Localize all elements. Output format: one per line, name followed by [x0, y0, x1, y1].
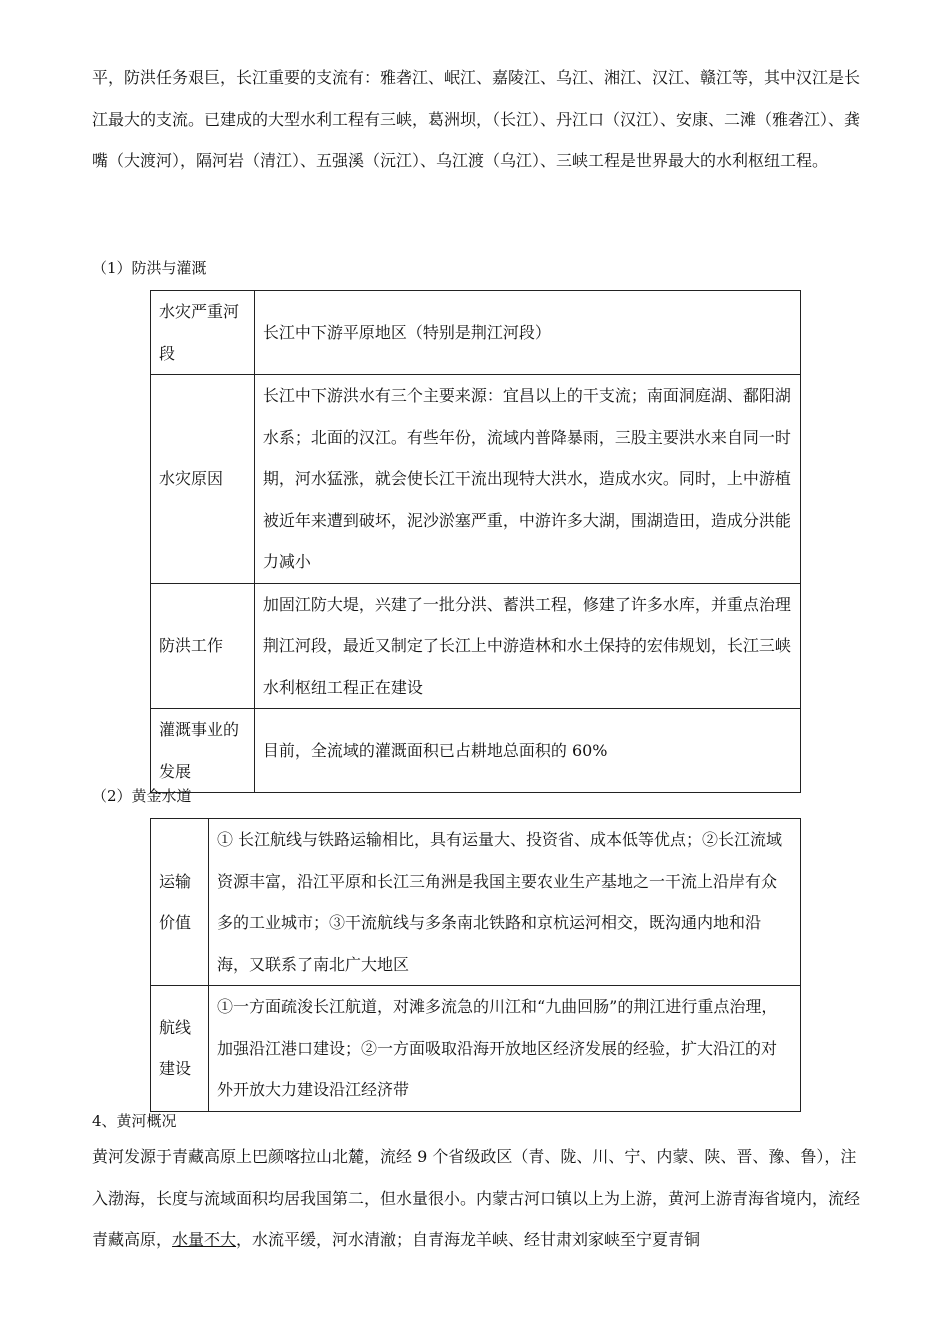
- row-label: 水灾原因: [151, 375, 255, 584]
- row-label: 水灾严重河段: [151, 291, 255, 375]
- section4-paragraph: [92, 1136, 862, 1261]
- section1-heading: （1）防洪与灌溉: [92, 259, 207, 277]
- row-label: 防洪工作: [151, 583, 255, 709]
- row-content: 长江中下游洪水有三个主要来源：宜昌以上的干支流；南面洞庭湖、鄱阳湖水系；北面的汉江。有些年份，流域内普降暴雨，三股主要洪水来自同一时期，河水猛涨，就会使长江干流出现特大洪水，造成水灾。同时，上中游植被近年来遭到破坏，泥沙淤塞严重，中游许多大湖，围湖造田，造成分洪能力减小: [254, 375, 800, 584]
- row-label: 运输价值: [151, 819, 209, 986]
- intro-paragraph: 平，防洪任务艰巨，长江重要的支流有：雅砻江、岷江、嘉陵江、乌江、湘江、汉江、赣江等，其中汉江是长江最大的支流。已建成的大型水利工程有三峡，葛洲坝，（长江）、丹江口（汉江）、安康、二滩（雅砻江）、龚嘴（大渡河），隔河岩（清江）、五强溪（沅江）、乌江渡（乌江）、三峡工程是世界最大的水利枢纽工程。: [92, 68, 861, 170]
- table-row: [151, 375, 801, 584]
- paragraph-text: 黄河发源于青藏高原上巴颜喀拉山北麓，流经 9 个省级政区（青、陇、川、宁、内蒙、陕、晋、豫、鲁），注入渤海，长度与流域面积均居我国第二，但水量很小。内蒙古河口镇以上为上游，黄河上游青海省境内，流经青藏高原，: [92, 1147, 861, 1249]
- row-label: 灌溉事业的发展: [151, 709, 255, 793]
- table-row: [151, 291, 801, 375]
- golden-waterway-table: [150, 818, 801, 1112]
- row-label: 航线建设: [151, 986, 209, 1112]
- row-content: ①一方面疏浚长江航道，对滩多流急的川江和“九曲回肠”的荆江进行重点治理，加强沿江港口建设；②一方面吸取沿海开放地区经济发展的经验，扩大沿江的对外开放大力建设沿江经济带: [208, 986, 800, 1112]
- row-content: 长江中下游平原地区（特别是荆江河段）: [254, 291, 800, 375]
- row-content: 目前，全流域的灌溉面积已占耕地总面积的 60%: [254, 709, 800, 793]
- table-row: [151, 986, 801, 1112]
- table-row: [151, 819, 801, 986]
- paragraph-text-continued: ，水流平缓，河水清澈；自青海龙羊峡、经甘肃刘家峡至宁夏青铜: [236, 1230, 701, 1249]
- row-content: ① 长江航线与铁路运输相比，具有运量大、投资省、成本低等优点；②长江流域资源丰富，沿江平原和长江三角洲是我国主要农业生产基地之一干流上沿岸有众多的工业城市；③干流航线与多条南北铁路和京杭运河相交，既沟通内地和沿海，又联系了南北广大地区: [208, 819, 800, 986]
- underlined-text: 水量不大: [172, 1230, 237, 1249]
- table-row: [151, 709, 801, 793]
- section4-heading: 4、黄河概况: [92, 1112, 177, 1130]
- section2-heading: （2）黄金水道: [92, 787, 192, 805]
- table-row: [151, 583, 801, 709]
- row-content: 加固江防大堤，兴建了一批分洪、蓄洪工程，修建了许多水库，并重点治理荆江河段，最近又制定了长江上中游造林和水土保持的宏伟规划，长江三峡水利枢纽工程正在建设: [254, 583, 800, 709]
- flood-irrigation-table: [150, 290, 801, 793]
